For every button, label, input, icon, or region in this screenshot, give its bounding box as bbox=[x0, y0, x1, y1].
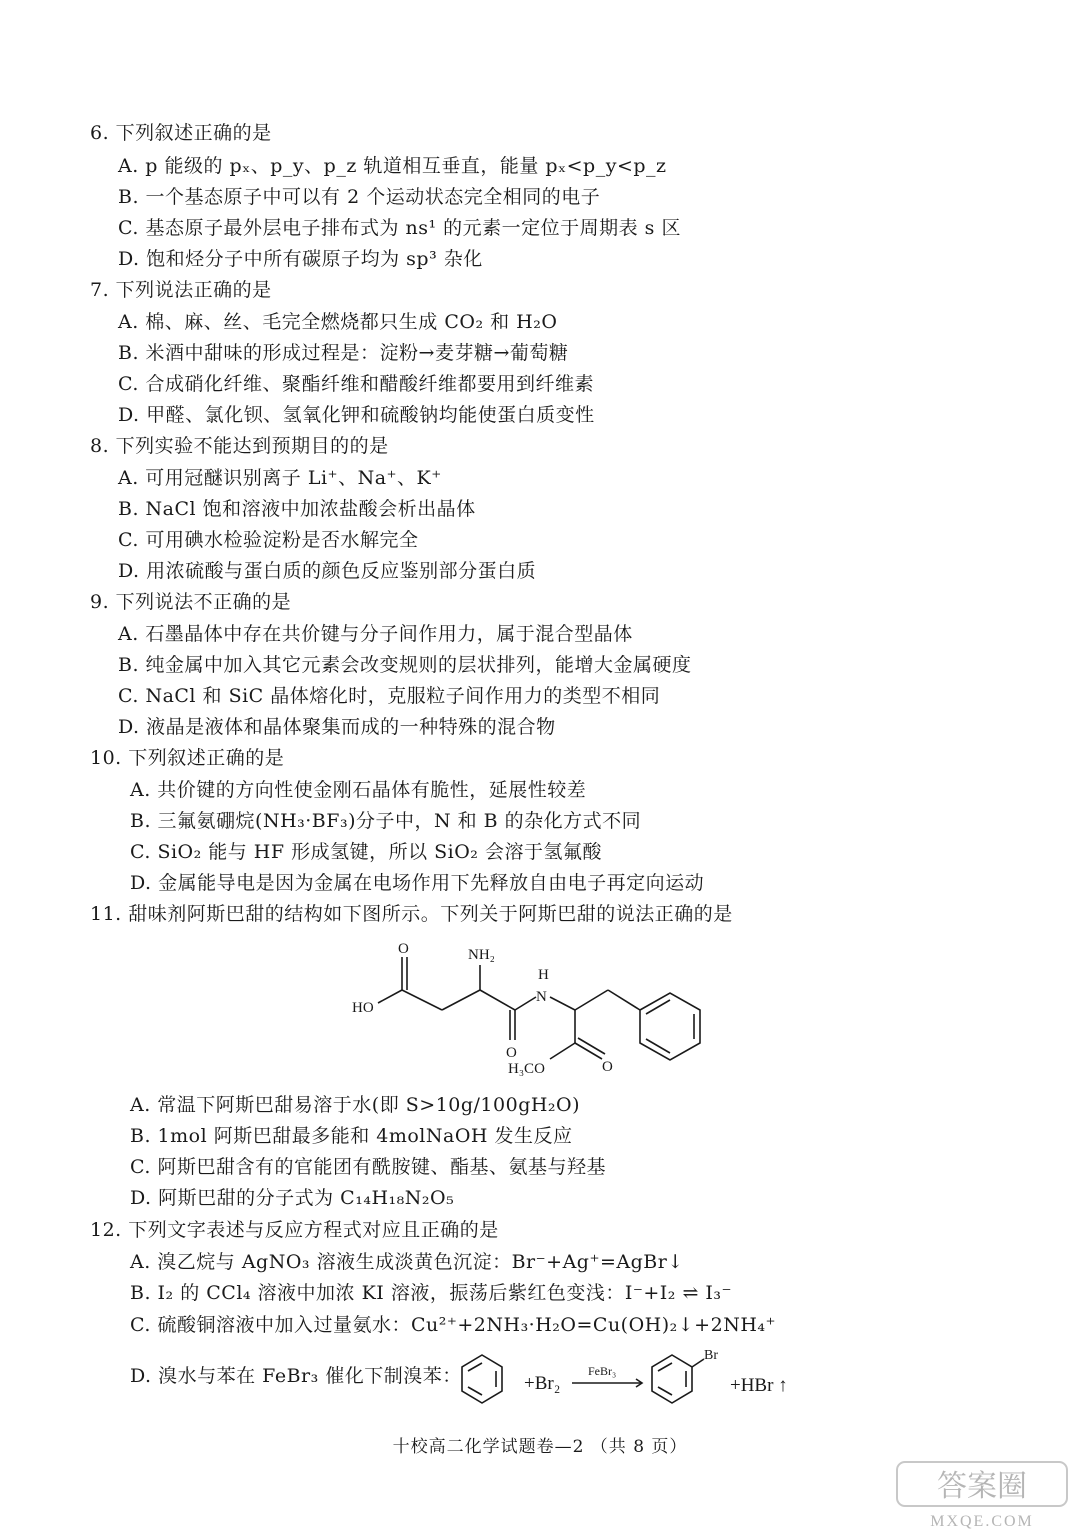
label-amide-h: H bbox=[538, 967, 549, 983]
question-9-option-c: C. NaCl 和 SiC 晶体熔化时，克服粒子间作用力的类型不相同 bbox=[118, 685, 661, 707]
product-br-label: Br bbox=[704, 1348, 718, 1363]
question-11-option-d: D. 阿斯巴甜的分子式为 C₁₄H₁₈N₂O₅ bbox=[130, 1187, 455, 1209]
question-8-option-d: D. 用浓硫酸与蛋白质的颜色反应鉴别部分蛋白质 bbox=[118, 560, 537, 582]
question-10-stem: 10. 下列叙述正确的是 bbox=[90, 747, 285, 769]
question-10-option-d: D. 金属能导电是因为金属在电场作用下先释放自由电子再定向运动 bbox=[130, 872, 705, 894]
question-7-option-c: C. 合成硝化纤维、聚酯纤维和醋酸纤维都要用到纤维素 bbox=[118, 373, 594, 395]
question-11-stem: 11. 甜味剂阿斯巴甜的结构如下图所示。下列关于阿斯巴甜的说法正确的是 bbox=[90, 903, 733, 925]
page-footer: 十校高二化学试题卷—2 （共 8 页） bbox=[392, 1437, 688, 1457]
question-11-option-a: A. 常温下阿斯巴甜易溶于水(即 S>10g/100gH₂O) bbox=[130, 1094, 581, 1116]
question-11-option-c: C. 阿斯巴甜含有的官能团有酰胺键、酯基、氨基与羟基 bbox=[130, 1156, 606, 1178]
question-12-stem: 12. 下列文字表述与反应方程式对应且正确的是 bbox=[90, 1219, 499, 1241]
question-9-option-b: B. 纯金属中加入其它元素会改变规则的层状排列，能增大金属硬度 bbox=[118, 654, 692, 676]
question-9-option-a: A. 石墨晶体中存在共价键与分子间作用力，属于混合型晶体 bbox=[118, 623, 633, 645]
aspartame-structure-diagram bbox=[340, 935, 720, 1085]
bromination-equation bbox=[460, 1345, 810, 1410]
question-7-option-d: D. 甲醛、氯化钡、氢氧化钾和硫酸钠均能使蛋白质变性 bbox=[118, 404, 595, 426]
question-9-option-d: D. 液晶是液体和晶体聚集而成的一种特殊的混合物 bbox=[118, 716, 556, 738]
reagent-br2: +Br₂ bbox=[524, 1373, 561, 1394]
watermark-url: MXQE.COM bbox=[930, 1513, 1034, 1530]
question-7-option-b: B. 米酒中甜味的形成过程是：淀粉→麦芽糖→葡萄糖 bbox=[118, 342, 569, 364]
question-12-option-a: A. 溴乙烷与 AgNO₃ 溶液生成淡黄色沉淀：Br⁻+Ag⁺=AgBr↓ bbox=[130, 1251, 684, 1273]
question-12-option-d: D. 溴水与苯在 FeBr₃ 催化下制溴苯： bbox=[130, 1365, 462, 1387]
product-hbr: +HBr ↑ bbox=[730, 1375, 788, 1396]
label-ester-o: O bbox=[602, 1059, 613, 1075]
label-ho: HO bbox=[352, 1000, 374, 1016]
question-8-option-c: C. 可用碘水检验淀粉是否水解完全 bbox=[118, 529, 419, 551]
label-nh2: NH₂ bbox=[468, 947, 495, 963]
question-10-option-c: C. SiO₂ 能与 HF 形成氢键，所以 SiO₂ 会溶于氢氟酸 bbox=[130, 841, 602, 863]
question-8-option-a: A. 可用冠醚识别离子 Li⁺、Na⁺、K⁺ bbox=[118, 467, 442, 489]
watermark-brand: 答案圈 bbox=[937, 1470, 1027, 1503]
catalyst-label: FeBr₃ bbox=[588, 1364, 617, 1378]
question-10-option-a: A. 共价键的方向性使金刚石晶体有脆性，延展性较差 bbox=[130, 779, 587, 801]
question-9-stem: 9. 下列说法不正确的是 bbox=[90, 591, 292, 613]
label-amide-n: N bbox=[536, 989, 547, 1005]
question-8-option-b: B. NaCl 饱和溶液中加浓盐酸会析出晶体 bbox=[118, 498, 476, 520]
label-amide-o: O bbox=[506, 1045, 517, 1061]
label-carboxyl-o: O bbox=[398, 941, 409, 957]
question-7-stem: 7. 下列说法正确的是 bbox=[90, 279, 272, 301]
question-6-option-c: C. 基态原子最外层电子排布式为 ns¹ 的元素一定位于周期表 s 区 bbox=[118, 217, 681, 239]
question-11-option-b: B. 1mol 阿斯巴甜最多能和 4molNaOH 发生反应 bbox=[130, 1125, 573, 1147]
question-6-stem: 6. 下列叙述正确的是 bbox=[90, 122, 272, 144]
question-7-option-a: A. 棉、麻、丝、毛完全燃烧都只生成 CO₂ 和 H₂O bbox=[118, 311, 558, 333]
question-6-option-d: D. 饱和烃分子中所有碳原子均为 sp³ 杂化 bbox=[118, 248, 483, 270]
question-6-option-a: A. p 能级的 pₓ、p_y、p_z 轨道相互垂直，能量 pₓ<p_y<p_z bbox=[118, 155, 667, 177]
question-8-stem: 8. 下列实验不能达到预期目的的是 bbox=[90, 435, 389, 457]
question-10-option-b: B. 三氟氨硼烷(NH₃·BF₃)分子中，N 和 B 的杂化方式不同 bbox=[130, 810, 642, 832]
question-12-option-c: C. 硫酸铜溶液中加入过量氨水：Cu²⁺+2NH₃·H₂O=Cu(OH)₂↓+2NH₄⁺ bbox=[130, 1314, 777, 1336]
label-h3co: H₃CO bbox=[508, 1061, 545, 1077]
question-12-option-b: B. I₂ 的 CCl₄ 溶液中加浓 KI 溶液，振荡后紫红色变浅：I⁻+I₂ ⇌ I₃⁻ bbox=[130, 1282, 733, 1304]
watermark-logo bbox=[895, 1458, 1075, 1530]
question-6-option-b: B. 一个基态原子中可以有 2 个运动状态完全相同的电子 bbox=[118, 186, 601, 208]
